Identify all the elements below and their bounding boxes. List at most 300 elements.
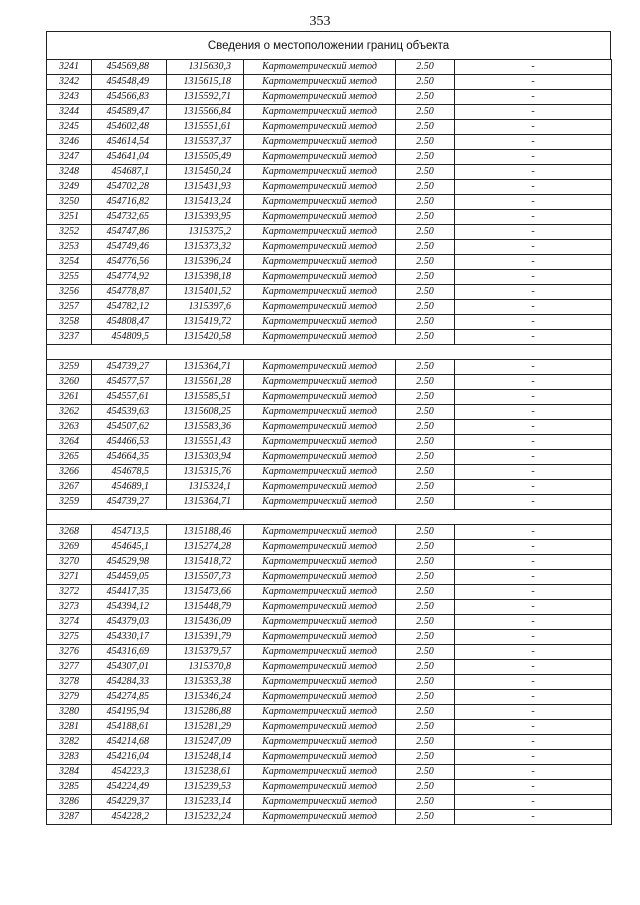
point-number-cell: 3285	[47, 780, 92, 795]
method-cell: Картометрический метод	[244, 585, 396, 600]
table-row	[47, 150, 612, 165]
accuracy-cell: 2.50	[396, 735, 455, 750]
method-cell: Картометрический метод	[244, 615, 396, 630]
description-cell: -	[455, 300, 612, 315]
accuracy-cell: 2.50	[396, 135, 455, 150]
accuracy-cell: 2.50	[396, 255, 455, 270]
point-number-cell: 3270	[47, 555, 92, 570]
description-cell: -	[455, 495, 612, 510]
point-number-cell: 3248	[47, 165, 92, 180]
accuracy-cell: 2.50	[396, 210, 455, 225]
description-cell: -	[455, 585, 612, 600]
x-coordinate-cell: 454394,12	[92, 600, 167, 615]
method-cell: Картометрический метод	[244, 270, 396, 285]
accuracy-cell: 2.50	[396, 720, 455, 735]
x-coordinate-cell: 454228,2	[92, 810, 167, 825]
x-coordinate-cell: 454507,62	[92, 420, 167, 435]
accuracy-cell: 2.50	[396, 570, 455, 585]
accuracy-cell: 2.50	[396, 675, 455, 690]
method-cell: Картометрический метод	[244, 795, 396, 810]
accuracy-cell: 2.50	[396, 240, 455, 255]
y-coordinate-cell: 1315473,66	[167, 585, 244, 600]
page-number: 353	[309, 14, 331, 29]
method-cell: Картометрический метод	[244, 435, 396, 450]
method-cell: Картометрический метод	[244, 150, 396, 165]
point-number-cell: 3253	[47, 240, 92, 255]
accuracy-cell: 2.50	[396, 810, 455, 825]
point-number-cell: 3271	[47, 570, 92, 585]
table-row	[47, 210, 612, 225]
x-coordinate-cell: 454808,47	[92, 315, 167, 330]
y-coordinate-cell: 1315379,57	[167, 645, 244, 660]
description-cell: -	[455, 150, 612, 165]
description-cell: -	[455, 135, 612, 150]
accuracy-cell: 2.50	[396, 120, 455, 135]
table-row	[47, 645, 612, 660]
x-coordinate-cell: 454782,12	[92, 300, 167, 315]
y-coordinate-cell: 1315566,84	[167, 105, 244, 120]
accuracy-cell: 2.50	[396, 555, 455, 570]
accuracy-cell: 2.50	[396, 285, 455, 300]
description-cell: -	[455, 120, 612, 135]
table-row	[47, 105, 612, 120]
table-row	[47, 315, 612, 330]
table-row	[47, 615, 612, 630]
method-cell: Картометрический метод	[244, 330, 396, 345]
coordinates-table-body	[47, 60, 612, 825]
method-cell: Картометрический метод	[244, 645, 396, 660]
method-cell: Картометрический метод	[244, 765, 396, 780]
description-cell: -	[455, 645, 612, 660]
table-row	[47, 600, 612, 615]
point-number-cell: 3280	[47, 705, 92, 720]
group-separator-cell	[47, 510, 612, 525]
description-cell: -	[455, 720, 612, 735]
description-cell: -	[455, 630, 612, 645]
description-cell: -	[455, 75, 612, 90]
accuracy-cell: 2.50	[396, 765, 455, 780]
table-row	[47, 555, 612, 570]
table-row	[47, 90, 612, 105]
x-coordinate-cell: 454548,49	[92, 75, 167, 90]
x-coordinate-cell: 454614,54	[92, 135, 167, 150]
table-row	[47, 75, 612, 90]
table-row	[47, 690, 612, 705]
description-cell: -	[455, 420, 612, 435]
point-number-cell: 3274	[47, 615, 92, 630]
accuracy-cell: 2.50	[396, 165, 455, 180]
point-number-cell: 3276	[47, 645, 92, 660]
y-coordinate-cell: 1315315,76	[167, 465, 244, 480]
method-cell: Картометрический метод	[244, 450, 396, 465]
x-coordinate-cell: 454747,86	[92, 225, 167, 240]
description-cell: -	[455, 615, 612, 630]
y-coordinate-cell: 1315398,18	[167, 270, 244, 285]
accuracy-cell: 2.50	[396, 780, 455, 795]
description-cell: -	[455, 225, 612, 240]
table-row	[47, 135, 612, 150]
y-coordinate-cell: 1315436,09	[167, 615, 244, 630]
y-coordinate-cell: 1315397,6	[167, 300, 244, 315]
method-cell: Картометрический метод	[244, 735, 396, 750]
point-number-cell: 3260	[47, 375, 92, 390]
description-cell: -	[455, 195, 612, 210]
accuracy-cell: 2.50	[396, 420, 455, 435]
accuracy-cell: 2.50	[396, 150, 455, 165]
point-number-cell: 3263	[47, 420, 92, 435]
point-number-cell: 3237	[47, 330, 92, 345]
method-cell: Картометрический метод	[244, 240, 396, 255]
table-row	[47, 180, 612, 195]
description-cell: -	[455, 330, 612, 345]
x-coordinate-cell: 454214,68	[92, 735, 167, 750]
method-cell: Картометрический метод	[244, 480, 396, 495]
y-coordinate-cell: 1315346,24	[167, 690, 244, 705]
method-cell: Картометрический метод	[244, 60, 396, 75]
x-coordinate-cell: 454466,53	[92, 435, 167, 450]
x-coordinate-cell: 454307,01	[92, 660, 167, 675]
x-coordinate-cell: 454645,1	[92, 540, 167, 555]
description-cell: -	[455, 480, 612, 495]
y-coordinate-cell: 1315448,79	[167, 600, 244, 615]
x-coordinate-cell: 454223,3	[92, 765, 167, 780]
table-row	[47, 195, 612, 210]
x-coordinate-cell: 454687,1	[92, 165, 167, 180]
point-number-cell: 3254	[47, 255, 92, 270]
method-cell: Картометрический метод	[244, 135, 396, 150]
description-cell: -	[455, 570, 612, 585]
x-coordinate-cell: 454774,92	[92, 270, 167, 285]
method-cell: Картометрический метод	[244, 495, 396, 510]
x-coordinate-cell: 454749,46	[92, 240, 167, 255]
point-number-cell: 3284	[47, 765, 92, 780]
table-row	[47, 330, 612, 345]
accuracy-cell: 2.50	[396, 405, 455, 420]
method-cell: Картометрический метод	[244, 600, 396, 615]
method-cell: Картометрический метод	[244, 315, 396, 330]
method-cell: Картометрический метод	[244, 540, 396, 555]
x-coordinate-cell: 454713,5	[92, 525, 167, 540]
y-coordinate-cell: 1315391,79	[167, 630, 244, 645]
y-coordinate-cell: 1315281,29	[167, 720, 244, 735]
y-coordinate-cell: 1315431,93	[167, 180, 244, 195]
x-coordinate-cell: 454664,35	[92, 450, 167, 465]
accuracy-cell: 2.50	[396, 105, 455, 120]
table-row	[47, 60, 612, 75]
accuracy-cell: 2.50	[396, 465, 455, 480]
point-number-cell: 3252	[47, 225, 92, 240]
description-cell: -	[455, 810, 612, 825]
accuracy-cell: 2.50	[396, 330, 455, 345]
description-cell: -	[455, 705, 612, 720]
table-row	[47, 120, 612, 135]
y-coordinate-cell: 1315375,2	[167, 225, 244, 240]
table-row	[47, 750, 612, 765]
table-row	[47, 765, 612, 780]
accuracy-cell: 2.50	[396, 180, 455, 195]
point-number-cell: 3261	[47, 390, 92, 405]
method-cell: Картометрический метод	[244, 750, 396, 765]
point-number-cell: 3278	[47, 675, 92, 690]
table-row	[47, 240, 612, 255]
x-coordinate-cell: 454330,17	[92, 630, 167, 645]
description-cell: -	[455, 165, 612, 180]
method-cell: Картометрический метод	[244, 210, 396, 225]
x-coordinate-cell: 454216,04	[92, 750, 167, 765]
x-coordinate-cell: 454732,65	[92, 210, 167, 225]
accuracy-cell: 2.50	[396, 585, 455, 600]
x-coordinate-cell: 454809,5	[92, 330, 167, 345]
description-cell: -	[455, 390, 612, 405]
y-coordinate-cell: 1315505,49	[167, 150, 244, 165]
point-number-cell: 3258	[47, 315, 92, 330]
point-number-cell: 3242	[47, 75, 92, 90]
description-cell: -	[455, 105, 612, 120]
y-coordinate-cell: 1315561,28	[167, 375, 244, 390]
accuracy-cell: 2.50	[396, 630, 455, 645]
accuracy-cell: 2.50	[396, 60, 455, 75]
point-number-cell: 3246	[47, 135, 92, 150]
accuracy-cell: 2.50	[396, 75, 455, 90]
accuracy-cell: 2.50	[396, 270, 455, 285]
y-coordinate-cell: 1315233,14	[167, 795, 244, 810]
y-coordinate-cell: 1315370,8	[167, 660, 244, 675]
x-coordinate-cell: 454459,05	[92, 570, 167, 585]
method-cell: Картометрический метод	[244, 285, 396, 300]
point-number-cell: 3269	[47, 540, 92, 555]
description-cell: -	[455, 735, 612, 750]
description-cell: -	[455, 180, 612, 195]
point-number-cell: 3281	[47, 720, 92, 735]
description-cell: -	[455, 540, 612, 555]
x-coordinate-cell: 454602,48	[92, 120, 167, 135]
x-coordinate-cell: 454678,5	[92, 465, 167, 480]
y-coordinate-cell: 1315507,73	[167, 570, 244, 585]
method-cell: Картометрический метод	[244, 165, 396, 180]
method-cell: Картометрический метод	[244, 390, 396, 405]
y-coordinate-cell: 1315239,53	[167, 780, 244, 795]
y-coordinate-cell: 1315248,14	[167, 750, 244, 765]
method-cell: Картометрический метод	[244, 555, 396, 570]
method-cell: Картометрический метод	[244, 690, 396, 705]
description-cell: -	[455, 435, 612, 450]
x-coordinate-cell: 454569,88	[92, 60, 167, 75]
table-row	[47, 705, 612, 720]
method-cell: Картометрический метод	[244, 360, 396, 375]
description-cell: -	[455, 315, 612, 330]
description-cell: -	[455, 780, 612, 795]
description-cell: -	[455, 60, 612, 75]
description-cell: -	[455, 375, 612, 390]
description-cell: -	[455, 405, 612, 420]
coordinates-table	[46, 59, 612, 825]
point-number-cell: 3266	[47, 465, 92, 480]
accuracy-cell: 2.50	[396, 90, 455, 105]
point-number-cell: 3268	[47, 525, 92, 540]
point-number-cell: 3265	[47, 450, 92, 465]
boundary-sheet	[46, 31, 611, 825]
table-row	[47, 450, 612, 465]
y-coordinate-cell: 1315537,37	[167, 135, 244, 150]
x-coordinate-cell: 454188,61	[92, 720, 167, 735]
point-number-cell: 3244	[47, 105, 92, 120]
method-cell: Картометрический метод	[244, 300, 396, 315]
accuracy-cell: 2.50	[396, 495, 455, 510]
table-row	[47, 225, 612, 240]
method-cell: Картометрический метод	[244, 375, 396, 390]
point-number-cell: 3282	[47, 735, 92, 750]
method-cell: Картометрический метод	[244, 180, 396, 195]
description-cell: -	[455, 285, 612, 300]
x-coordinate-cell: 454716,82	[92, 195, 167, 210]
y-coordinate-cell: 1315551,43	[167, 435, 244, 450]
table-row	[47, 495, 612, 510]
y-coordinate-cell: 1315303,94	[167, 450, 244, 465]
x-coordinate-cell: 454539,63	[92, 405, 167, 420]
x-coordinate-cell: 454739,27	[92, 360, 167, 375]
point-number-cell: 3250	[47, 195, 92, 210]
description-cell: -	[455, 690, 612, 705]
method-cell: Картометрический метод	[244, 120, 396, 135]
accuracy-cell: 2.50	[396, 450, 455, 465]
y-coordinate-cell: 1315353,38	[167, 675, 244, 690]
table-row	[47, 810, 612, 825]
y-coordinate-cell: 1315419,72	[167, 315, 244, 330]
table-row	[47, 780, 612, 795]
point-number-cell: 3241	[47, 60, 92, 75]
table-row	[47, 405, 612, 420]
accuracy-cell: 2.50	[396, 645, 455, 660]
table-row	[47, 285, 612, 300]
y-coordinate-cell: 1315232,24	[167, 810, 244, 825]
accuracy-cell: 2.50	[396, 300, 455, 315]
description-cell: -	[455, 660, 612, 675]
table-row	[47, 570, 612, 585]
method-cell: Картометрический метод	[244, 675, 396, 690]
accuracy-cell: 2.50	[396, 375, 455, 390]
table-title: Сведения о местоположении границ объекта	[46, 31, 611, 59]
point-number-cell: 3257	[47, 300, 92, 315]
table-row	[47, 390, 612, 405]
method-cell: Картометрический метод	[244, 195, 396, 210]
y-coordinate-cell: 1315286,88	[167, 705, 244, 720]
y-coordinate-cell: 1315324,1	[167, 480, 244, 495]
y-coordinate-cell: 1315393,95	[167, 210, 244, 225]
table-row	[47, 540, 612, 555]
accuracy-cell: 2.50	[396, 615, 455, 630]
table-row	[47, 735, 612, 750]
x-coordinate-cell: 454689,1	[92, 480, 167, 495]
point-number-cell: 3255	[47, 270, 92, 285]
point-number-cell: 3256	[47, 285, 92, 300]
table-row	[47, 525, 612, 540]
point-number-cell: 3287	[47, 810, 92, 825]
x-coordinate-cell: 454284,33	[92, 675, 167, 690]
accuracy-cell: 2.50	[396, 750, 455, 765]
method-cell: Картометрический метод	[244, 105, 396, 120]
description-cell: -	[455, 255, 612, 270]
y-coordinate-cell: 1315592,71	[167, 90, 244, 105]
description-cell: -	[455, 465, 612, 480]
method-cell: Картометрический метод	[244, 720, 396, 735]
y-coordinate-cell: 1315551,61	[167, 120, 244, 135]
table-row	[47, 270, 612, 285]
x-coordinate-cell: 454557,61	[92, 390, 167, 405]
accuracy-cell: 2.50	[396, 315, 455, 330]
y-coordinate-cell: 1315413,24	[167, 195, 244, 210]
x-coordinate-cell: 454195,94	[92, 705, 167, 720]
method-cell: Картометрический метод	[244, 810, 396, 825]
description-cell: -	[455, 90, 612, 105]
method-cell: Картометрический метод	[244, 225, 396, 240]
table-row	[47, 585, 612, 600]
method-cell: Картометрический метод	[244, 465, 396, 480]
accuracy-cell: 2.50	[396, 195, 455, 210]
point-number-cell: 3259	[47, 495, 92, 510]
table-row	[47, 300, 612, 315]
point-number-cell: 3277	[47, 660, 92, 675]
table-row	[47, 420, 612, 435]
y-coordinate-cell: 1315188,46	[167, 525, 244, 540]
table-row	[47, 630, 612, 645]
group-separator-cell	[47, 345, 612, 360]
y-coordinate-cell: 1315583,36	[167, 420, 244, 435]
y-coordinate-cell: 1315420,58	[167, 330, 244, 345]
group-separator-row	[47, 345, 612, 360]
table-row	[47, 360, 612, 375]
point-number-cell: 3273	[47, 600, 92, 615]
table-row	[47, 660, 612, 675]
point-number-cell: 3247	[47, 150, 92, 165]
y-coordinate-cell: 1315418,72	[167, 555, 244, 570]
table-row	[47, 675, 612, 690]
description-cell: -	[455, 270, 612, 285]
point-number-cell: 3264	[47, 435, 92, 450]
group-separator-row	[47, 510, 612, 525]
x-coordinate-cell: 454274,85	[92, 690, 167, 705]
point-number-cell: 3279	[47, 690, 92, 705]
point-number-cell: 3243	[47, 90, 92, 105]
description-cell: -	[455, 555, 612, 570]
table-row	[47, 165, 612, 180]
table-row	[47, 480, 612, 495]
point-number-cell: 3286	[47, 795, 92, 810]
method-cell: Картометрический метод	[244, 405, 396, 420]
point-number-cell: 3249	[47, 180, 92, 195]
description-cell: -	[455, 450, 612, 465]
table-row	[47, 795, 612, 810]
description-cell: -	[455, 240, 612, 255]
y-coordinate-cell: 1315238,61	[167, 765, 244, 780]
x-coordinate-cell: 454778,87	[92, 285, 167, 300]
accuracy-cell: 2.50	[396, 690, 455, 705]
method-cell: Картометрический метод	[244, 75, 396, 90]
accuracy-cell: 2.50	[396, 660, 455, 675]
method-cell: Картометрический метод	[244, 255, 396, 270]
x-coordinate-cell: 454702,28	[92, 180, 167, 195]
method-cell: Картометрический метод	[244, 525, 396, 540]
accuracy-cell: 2.50	[396, 525, 455, 540]
y-coordinate-cell: 1315585,51	[167, 390, 244, 405]
table-row	[47, 255, 612, 270]
x-coordinate-cell: 454566,83	[92, 90, 167, 105]
accuracy-cell: 2.50	[396, 705, 455, 720]
point-number-cell: 3283	[47, 750, 92, 765]
x-coordinate-cell: 454641,04	[92, 150, 167, 165]
description-cell: -	[455, 795, 612, 810]
x-coordinate-cell: 454224,49	[92, 780, 167, 795]
accuracy-cell: 2.50	[396, 480, 455, 495]
